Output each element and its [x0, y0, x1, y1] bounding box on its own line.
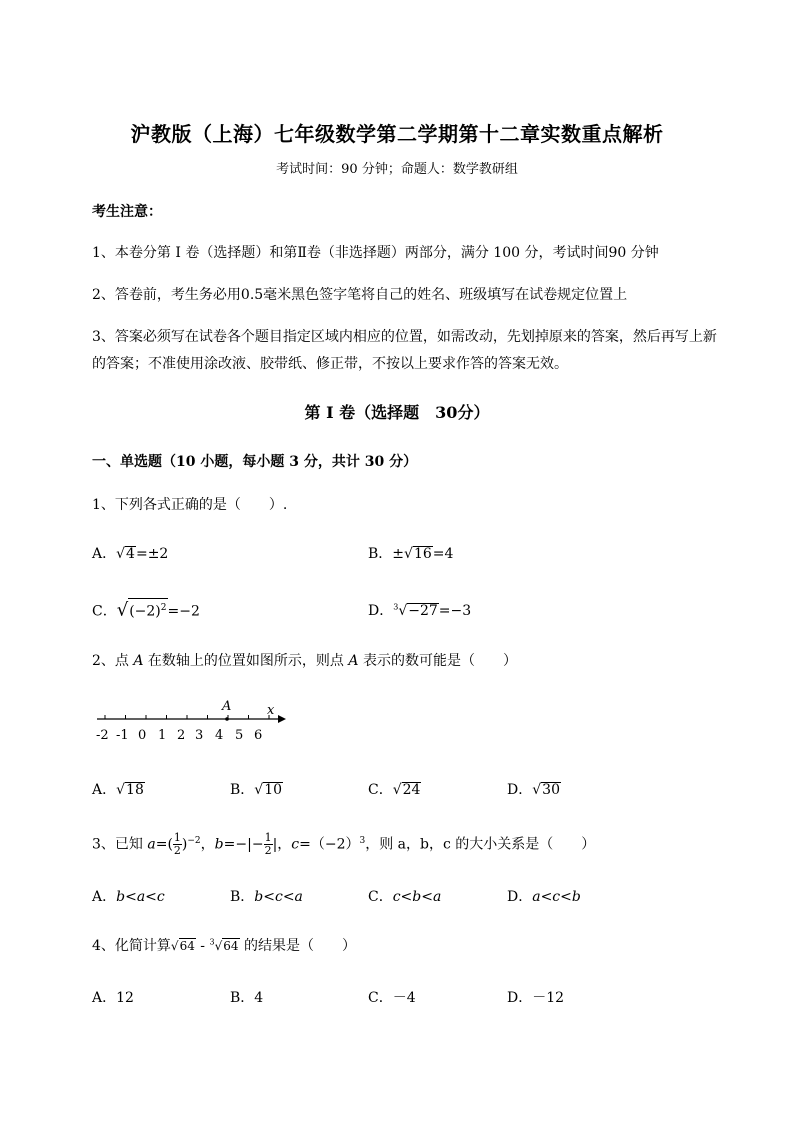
q3-option-d[interactable]: D．a<c<b	[507, 889, 581, 905]
question-4-stem: 4、化简计算√64 - $^3$√64 的结果是（ ）	[92, 937, 356, 954]
q1-option-b[interactable]: B．±√16=4	[368, 546, 454, 562]
radicand: (−2)	[129, 603, 161, 620]
sqrt-sign: √	[254, 782, 264, 798]
q4-option-b[interactable]: B．4	[230, 990, 264, 1006]
axis-tick-label: 4	[215, 728, 224, 743]
q4-option-d[interactable]: D．－12	[507, 990, 565, 1006]
q3-option-c[interactable]: C．c<b<a	[368, 889, 442, 905]
part-title: 一、单选题（10 小题，每小题 3 分，共计 30 分）	[92, 454, 418, 470]
q2-option-b[interactable]: B．√10	[230, 782, 283, 798]
radicand: −27	[408, 603, 438, 619]
radicand: 18	[126, 782, 144, 798]
sqrt-sign: √	[398, 603, 408, 619]
notice-item-1: 1、本卷分第 I 卷（选择题）和第Ⅱ卷（非选择题）两部分，满分 100 分，考试时间90 分钟	[92, 245, 659, 261]
notice-item-3-line-1: 3、答案必须写在试卷各个题目指定区域内相应的位置，如需改动，先划掉原来的答案，然后再写上新	[92, 329, 717, 345]
radicand: 4	[126, 546, 135, 562]
radicand: 10	[264, 782, 283, 798]
axis-tick-label: 3	[195, 728, 204, 743]
axis-tick-label: 2	[177, 728, 186, 743]
radicand: 64	[223, 939, 239, 953]
q2-option-c[interactable]: C．√24	[368, 782, 421, 798]
sqrt-sign: √	[170, 939, 179, 953]
exam-subtitle: 考试时间：90 分钟；命题人：数学教研组	[276, 162, 518, 177]
root-index: 3	[393, 602, 399, 612]
point-a-dot	[225, 717, 229, 721]
root-index: 3	[209, 937, 215, 947]
axis-tick-label: 6	[254, 728, 263, 743]
q2-option-a[interactable]: A．√18	[92, 782, 144, 798]
q2-option-d[interactable]: D．√30	[507, 782, 560, 798]
sqrt-sign: √	[404, 546, 413, 562]
radicand: 64	[179, 939, 195, 953]
notice-item-3-line-2: 的答案；不准使用涂改液、胶带纸、修正带，不按以上要求作答的答案无效。	[92, 356, 568, 372]
radicand: 24	[402, 782, 421, 798]
page-title: 沪教版（上海）七年级数学第二学期第十二章实数重点解析	[130, 122, 664, 146]
q4-option-c[interactable]: C．－4	[368, 990, 416, 1006]
q4-option-a[interactable]: A．12	[92, 990, 134, 1006]
question-1-stem: 1、下列各式正确的是（ ）.	[92, 497, 288, 513]
point-a-label: A	[222, 699, 232, 714]
sqrt-sign: √	[116, 546, 126, 562]
sqrt-sign: √	[214, 939, 223, 953]
sqrt-sign: √	[116, 599, 129, 621]
radicand: 30	[542, 782, 560, 798]
sqrt-sign: √	[532, 782, 542, 798]
q3-option-a[interactable]: A．b<a<c	[92, 889, 165, 905]
notice-item-2: 2、答卷前，考生务必用0.5毫米黑色签字笔将自己的姓名、班级填写在试卷规定位置上	[92, 287, 628, 303]
sqrt-sign: √	[116, 782, 126, 798]
notice-heading: 考生注意：	[92, 204, 162, 220]
axis-tick-label: -2	[96, 728, 109, 743]
number-line-figure	[92, 695, 292, 745]
exponent: 2	[160, 603, 167, 613]
q1-option-d[interactable]: D．$^3$√−27=−3	[368, 602, 472, 619]
axis-tick-label: 5	[235, 728, 244, 743]
q1-option-c[interactable]: C．$√(-2)^2=-2$	[92, 599, 200, 621]
question-3-stem: 3、已知 a=( $\frac{1}{2}$ )$^{-2}$，b=−|− $\frac{1}{2}$ |，$c=(-2)^3$，则 a，b，c 的大小关系是（ ）	[92, 831, 596, 857]
question-2-stem: 2、点 A 在数轴上的位置如图所示，则点 A 表示的数可能是（ ）	[92, 653, 517, 669]
section-title: 第 I 卷（选择题 30分）	[304, 403, 490, 422]
axis-tick-label: -1	[116, 728, 129, 743]
q1-option-a[interactable]: A．√4=±2	[92, 546, 169, 562]
sqrt-sign: √	[392, 782, 402, 798]
axis-variable-label: x	[267, 703, 275, 718]
axis-tick-label: 1	[158, 728, 167, 743]
axis-arrow	[278, 715, 286, 723]
fraction-one-half: $\frac{1}{2}$	[264, 831, 272, 857]
q3-option-b[interactable]: B．b<c<a	[230, 889, 303, 905]
radicand: 16	[413, 546, 432, 562]
axis-tick-label: 0	[138, 728, 147, 743]
fraction-one-half: $\frac{1}{2}$	[173, 831, 181, 857]
